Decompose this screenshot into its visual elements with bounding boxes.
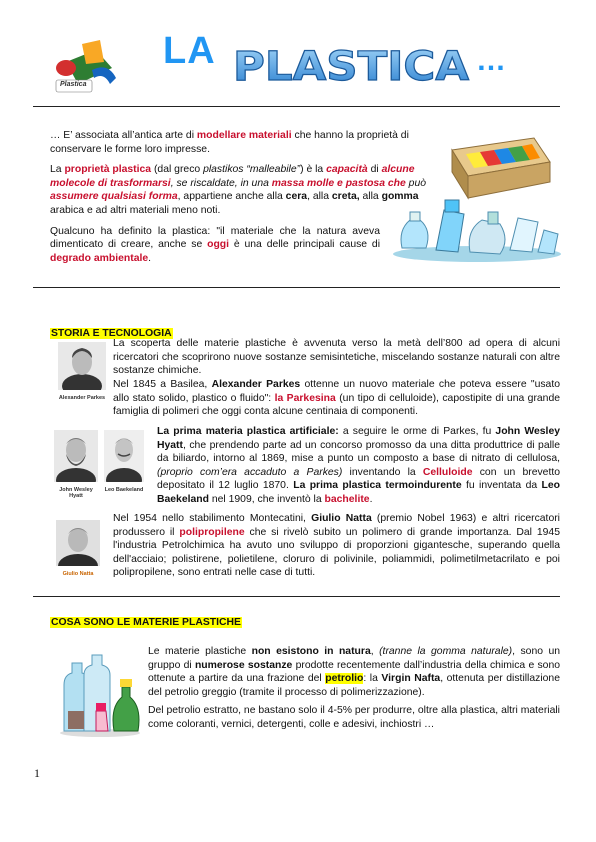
storia-p3: La prima materia plastica artificiale: a seguire le orme di Parkes, fu John Wesley Hyatt, che prendendo parte ad un concorso promosso da una ditta produttrice di palle da biliardo, intorno al 1869, mise a punto un composto a base di nitrato di cellulosa, (proprio com’era accaduto a Parkes) inventando la Celluloide con un brevetto depositato il 12 luglio 1870. La prima plastica termoindurente fu inventata da Leo Baekeland nel 1909, che inventò la bachelite. — [157, 426, 560, 505]
divider-middle — [33, 287, 560, 288]
caption-natta: Giulio Natta — [62, 571, 94, 577]
page-number: 1 — [34, 766, 40, 780]
storia-p1: La scoperta delle materie plastiche è avvenuta verso la metà dell’800 ad opera di alcuni ricercatori che scoprirono nuove sostanze semisintetiche, miscelando sostanze naturali con altre sostanze chimiche. — [113, 338, 560, 377]
storia-p4: Nel 1954 nello stabilimento Montecatini, Giulio Natta (premio Nobel 1963) e altri ricercatori produssero il polipropilene che si rivelò subito un polimero di grande importanza. Dal 1945 l'industria Petrolchimica ha avuto uno sviluppo di proporzioni gigantesche, superando quella dell'acciaio; polistirene, polietilene, cloruro di polivinile, poliammidi, polimetilmetacrilato e poi polipropilene, sono entrati nelle case di tutti. — [113, 513, 560, 579]
caption-parkes: Alexander Parkes — [58, 395, 106, 401]
portrait-parkes — [58, 342, 106, 404]
cosa-p2: Del petrolio estratto, ne bastano solo il 4-5% per produrre, oltre alla plastica, altri materiali come coloranti, vernici, detergenti, colle e adesivi, inchiostri … — [148, 705, 560, 730]
title-word — [230, 40, 472, 90]
cosa-heading-label: COSA SONO LE MATERIE PLASTICHE — [51, 617, 241, 628]
divider-lower — [33, 596, 560, 597]
storia-p2: Nel 1845 a Basilea, Alexander Parkes ottenne un nuovo materiale che poteva essere "usato allo stato solido, plastico o fluido": la Parkesina (un tipo di celluloide), capostipite di una grande famiglia di polimeri che oggi conta alcune centinaia di componenti. — [113, 379, 561, 418]
storia-heading-label: STORIA E TECNOLOGIA — [51, 328, 172, 339]
title-la: LA — [163, 30, 216, 72]
logo-caption: Plastica — [60, 81, 87, 88]
logo — [52, 40, 124, 96]
plastic-waste-image — [392, 190, 562, 262]
caption-hyatt: John Wesley Hyatt — [59, 487, 93, 499]
plastic-products-image — [58, 645, 142, 737]
portrait-natta — [56, 520, 100, 578]
portrait-hyatt — [54, 430, 98, 508]
cosa-heading — [50, 612, 242, 630]
caption-baekeland: Leo Baekeland — [104, 487, 144, 493]
intro-paragraph-3: Qualcuno ha definito la plastica: "il materiale che la natura aveva dimenticato di creare, anche se oggi è una delle principali cause di degrado ambientale. — [50, 225, 381, 264]
title-word-text: PLASTICA — [233, 44, 470, 90]
intro-section — [50, 129, 430, 265]
divider-top — [33, 106, 560, 107]
title-dots: … — [476, 44, 506, 77]
cosa-p1: Le materie plastiche non esistono in natura, (tranne la gomma naturale), sono un gruppo di numerose sostanze prodotte recentemente dall’industria della chimica e sono ottenute a partire da una frazione del petrolio: la Virgin Nafta, ottenuta per distillazione del petrolio greggio (tramite il processo di polimerizzazione). — [148, 646, 561, 698]
intro-paragraph-2: La proprietà plastica (dal greco plastikos “malleabile”) è la capacità di alcune molecole di trasformarsi, se riscaldate, in una massa molle e pastosa che può assumere qualsiasi forma, appartiene anche alla cera, alla creta, alla gomma arabica e ad altri materiali meno noti. — [50, 164, 427, 216]
portrait-baekeland — [104, 430, 144, 500]
intro-paragraph-1: … E’ associata all’antica arte di modellare materiali che hanno la proprietà di conservare le forme loro impresse. — [50, 130, 409, 155]
